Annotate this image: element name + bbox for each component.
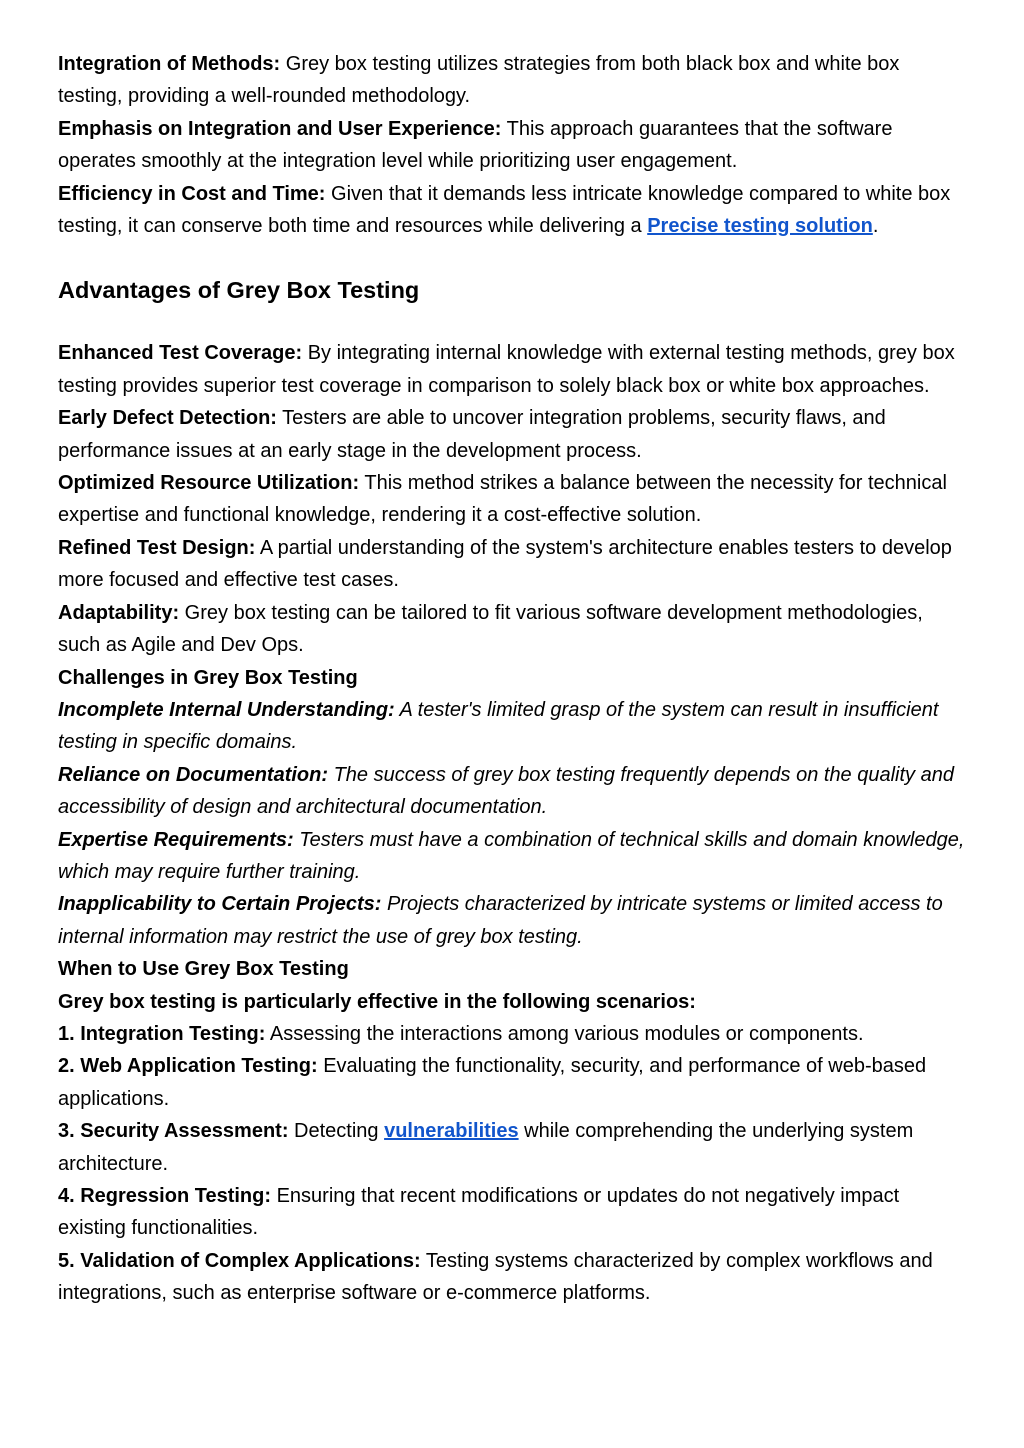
scenario-item <box>58 1180 968 1245</box>
para-text: Grey box testing can be tailored to fit various software development methodologies, such as Agile and Dev Ops. <box>58 601 923 657</box>
when-to-use-subheading: Grey box testing is particularly effective in the following scenarios: <box>58 990 696 1013</box>
para-text-after-link: while comprehending the underlying system architecture. <box>58 1120 914 1175</box>
para-text: Evaluating the functionality, security, and performance of web-based applications. <box>58 1055 927 1110</box>
challenge-item <box>58 888 968 953</box>
para-label: Expertise Requirements: <box>58 828 294 851</box>
para-text: Testers must have a combination of technical skills and domain knowledge, which may require further training. <box>58 828 965 883</box>
advantage-item <box>58 467 968 532</box>
para-text: This method strikes a balance between the necessity for technical expertise and functional knowledge, rendering it a cost-effective solution. <box>58 472 947 527</box>
para-label: Enhanced Test Coverage: <box>58 342 303 365</box>
para-label: Inapplicability to Certain Projects: <box>58 893 382 916</box>
para-label: 3. Security Assessment: <box>58 1120 289 1143</box>
para-label: 4. Regression Testing: <box>58 1185 272 1207</box>
scenario-item <box>58 1115 968 1180</box>
para-text: This approach guarantees that the software operates smoothly at the integration level while prioritizing user engagement. <box>58 117 893 173</box>
para-label: Optimized Resource Utilization: <box>58 472 360 495</box>
para-label: 2. Web Application Testing: <box>58 1055 318 1078</box>
para-text: Assessing the interactions among various modules or components. <box>265 1022 864 1045</box>
para-text: A partial understanding of the system's architecture enables testers to develop more focused and effective test cases. <box>58 536 952 592</box>
advantage-item <box>58 402 968 467</box>
para-label: Integration of Methods: <box>58 53 281 75</box>
advantage-item <box>58 597 968 662</box>
when-to-use-heading: When to Use Grey Box Testing <box>58 958 349 981</box>
precise-testing-solution-link[interactable]: Precise testing solution <box>647 215 873 238</box>
advantage-item <box>58 532 968 597</box>
para-label: 5. Validation of Complex Applications: <box>58 1249 421 1272</box>
para-text: By integrating internal knowledge with external testing methods, grey box testing provides superior test coverage in comparison to solely black box or white box approaches. <box>58 342 955 397</box>
intro-integration-of-methods <box>58 48 968 113</box>
para-label: 1. Integration Testing: <box>58 1022 266 1045</box>
para-label: Adaptability: <box>58 601 180 624</box>
scenario-item <box>58 1050 968 1115</box>
para-text-after-link: . <box>872 215 879 238</box>
scenario-item <box>58 1018 968 1050</box>
para-label: Refined Test Design: <box>58 536 256 559</box>
intro-efficiency <box>58 178 968 243</box>
para-label: Early Defect Detection: <box>58 407 277 430</box>
challenge-item <box>58 759 968 824</box>
para-text: Given that it demands less intricate knowledge compared to white box testing, it can conserve both time and resources while delivering a <box>58 182 951 238</box>
para-label: Efficiency in Cost and Time: <box>58 182 326 205</box>
para-text: A tester's limited grasp of the system can result in insufficient testing in specific domains. <box>58 698 939 754</box>
para-label: Incomplete Internal Understanding: <box>58 698 395 721</box>
para-text: Ensuring that recent modifications or updates do not negatively impact existing functionalities. <box>58 1185 900 1240</box>
para-text: The success of grey box testing frequently depends on the quality and accessibility of design and architectural documentation. <box>58 763 954 819</box>
para-text: Testing systems characterized by complex workflows and integrations, such as enterprise software or e-commerce platforms. <box>58 1249 933 1305</box>
challenges-heading: Challenges in Grey Box Testing <box>58 666 358 689</box>
advantages-heading: Advantages of Grey Box Testing <box>58 277 420 304</box>
vulnerabilities-link[interactable]: vulnerabilities <box>384 1120 519 1143</box>
advantage-item <box>58 337 968 402</box>
para-text: Detecting <box>288 1120 385 1143</box>
para-text: Testers are able to uncover integration problems, security flaws, and performance issues at an early stage in the development process. <box>58 407 886 462</box>
para-text: Projects characterized by intricate systems or limited access to internal information may restrict the use of grey box testing. <box>58 893 943 948</box>
challenge-item <box>58 694 968 759</box>
intro-emphasis-on-integration <box>58 113 968 178</box>
para-label: Reliance on Documentation: <box>58 763 329 786</box>
para-label: Emphasis on Integration and User Experience: <box>58 117 502 140</box>
scenario-item <box>58 1245 968 1310</box>
para-text: Grey box testing utilizes strategies from both black box and white box testing, providing a well-rounded methodology. <box>58 53 900 108</box>
challenge-item <box>58 824 968 889</box>
